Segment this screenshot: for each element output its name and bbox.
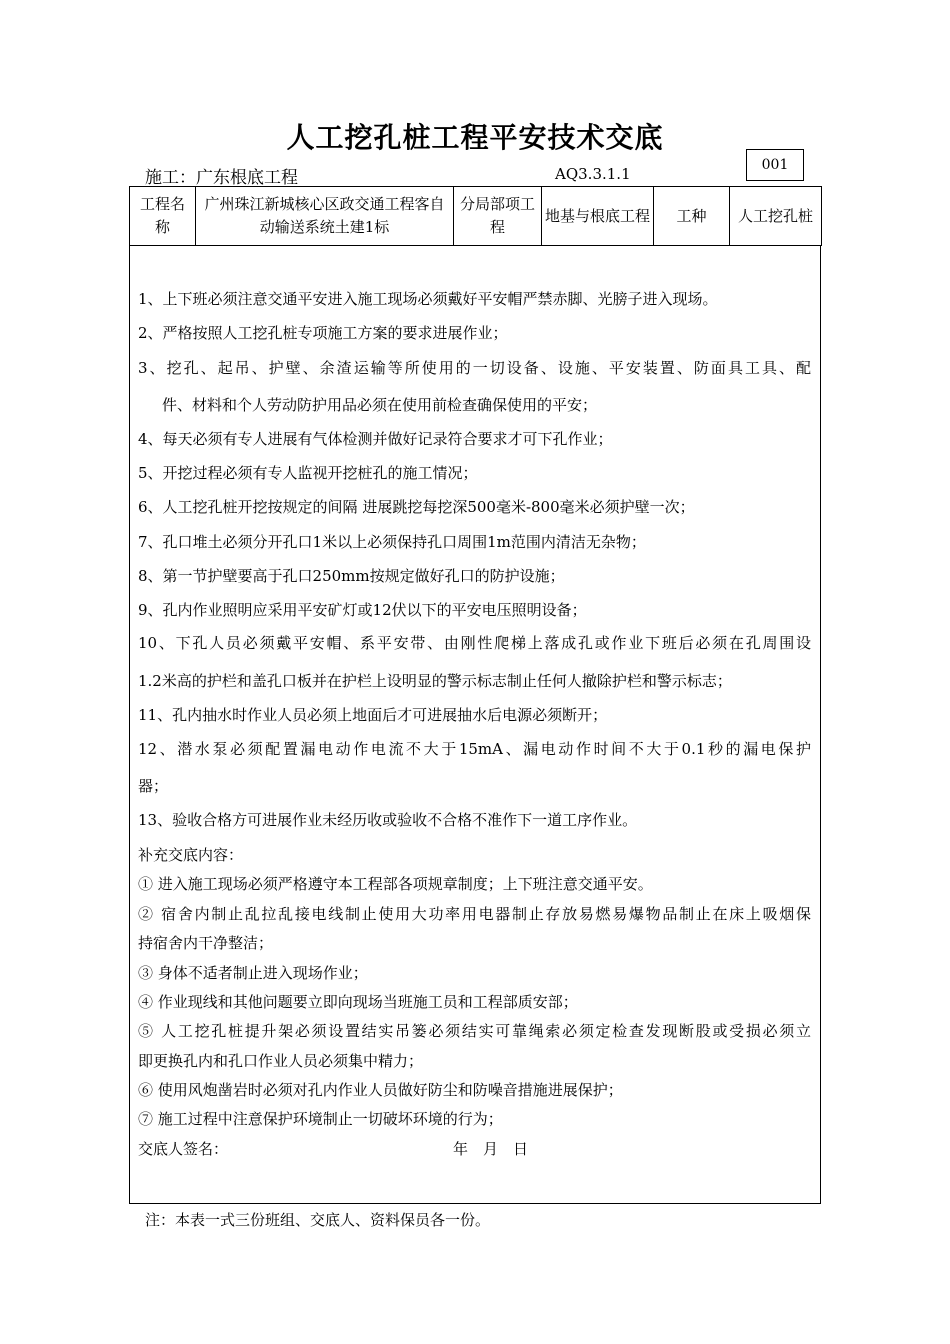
supplement-item: ⑦ 施工过程中注意保护环境制止一切破坏环境的行为； <box>138 1110 503 1128</box>
document-title: 人工挖孔桩工程平安技术交底 <box>286 121 664 154</box>
list-item: 6、人工挖孔桩开挖按规定的间隔 进展跳挖每挖深500毫米-800毫米必须护壁一次； <box>138 498 695 516</box>
supplement-item: 即更换孔内和孔口作业人员必须集中精力； <box>138 1052 424 1070</box>
project-name-label: 工程名称 <box>130 187 196 246</box>
list-item: 5、开挖过程必须有专人监视开挖桩孔的施工情况； <box>138 464 478 482</box>
serial-number-box: 001 <box>746 149 804 181</box>
supplement-label: 补充交底内容： <box>138 846 244 864</box>
list-item: 2、严格按照人工挖孔桩专项施工方案的要求进展作业； <box>138 324 508 342</box>
division-label: 分局部项工 程 <box>454 187 542 246</box>
list-item: 4、每天必须有专人进展有气体检测并做好记录符合要求才可下孔作业； <box>138 430 613 448</box>
supplement-item: ⑥ 使用风炮凿岩时必须对孔内作业人员做好防尘和防噪音措施进展保护； <box>138 1081 623 1099</box>
division-value: 地基与根底工程 <box>542 187 654 246</box>
supplement-item: ② 宿舍内制止乱拉乱接电线制止使用大功率用电器制止存放易燃易爆物品制止在床上吸烟保 <box>138 905 811 923</box>
supplement-item: 持宿舍内干净整洁； <box>138 934 274 952</box>
supplement-item: ③ 身体不适者制止进入现场作业； <box>138 964 368 982</box>
project-name-value: 广州珠江新城核心区政交通工程客自动输送系统土建1标 <box>196 187 454 246</box>
footer-note: 注：本表一式三份班组、交底人、资料保员各一份。 <box>145 1211 491 1229</box>
list-item: 器； <box>138 777 169 795</box>
list-item: 7、孔口堆土必须分开孔口1米以上必须保持孔口周围1m范围内清洁无杂物； <box>138 533 646 551</box>
supplement-item: ① 进入施工现场必须严格遵守本工程部各项规章制度；上下班注意交通平安。 <box>138 875 653 893</box>
list-item: 13、验收合格方可进展作业未经历收或验收不合格不准作下一道工序作业。 <box>138 811 638 829</box>
list-item: 件、材料和个人劳动防护用品必须在使用前检查确保使用的平安； <box>162 396 598 414</box>
trade-label: 工种 <box>654 187 730 246</box>
header-table <box>129 186 822 246</box>
list-item: 9、孔内作业照明应采用平安矿灯或12伏以下的平安电压照明设备； <box>138 601 587 619</box>
document-code: AQ3.3.1.1 <box>555 165 631 183</box>
construction-company: 施工：广东根底工程 <box>145 168 298 188</box>
supplement-item: ⑤ 人工挖孔桩提升架必须设置结实吊篓必须结实可靠绳索必须定检查发现断股或受损必须立 <box>138 1022 811 1040</box>
list-item: 8、第一节护壁要高于孔口250mm按规定做好孔口的防护设施； <box>138 567 565 585</box>
list-item: 1.2米高的护栏和盖孔口板并在护栏上设明显的警示标志制止任何人撤除护栏和警示标志； <box>138 672 732 690</box>
list-item: 3、挖孔、起吊、护壁、余渣运输等所使用的一切设备、设施、平安装置、防面具工具、配 <box>138 359 811 377</box>
list-item: 12、潜水泵必须配置漏电动作电流不大于15mA、漏电动作时间不大于0.1秒的漏电保护 <box>138 740 811 758</box>
signature-label: 交底人签名： <box>138 1140 229 1158</box>
supplement-item: ④ 作业现线和其他问题要立即向现场当班施工员和工程部质安部； <box>138 993 578 1011</box>
list-item: 10、下孔人员必须戴平安帽、系平安带、由刚性爬梯上落成孔或作业下班后必须在孔周围设 <box>138 634 811 652</box>
list-item: 1、上下班必须注意交通平安进入施工现场必须戴好平安帽严禁赤脚、光膀子进入现场。 <box>138 290 718 308</box>
date-label: 年 月 日 <box>453 1140 529 1158</box>
trade-value: 人工挖孔桩 <box>730 187 822 246</box>
list-item: 11、孔内抽水时作业人员必须上地面后才可进展抽水后电源必须断开； <box>138 706 608 724</box>
